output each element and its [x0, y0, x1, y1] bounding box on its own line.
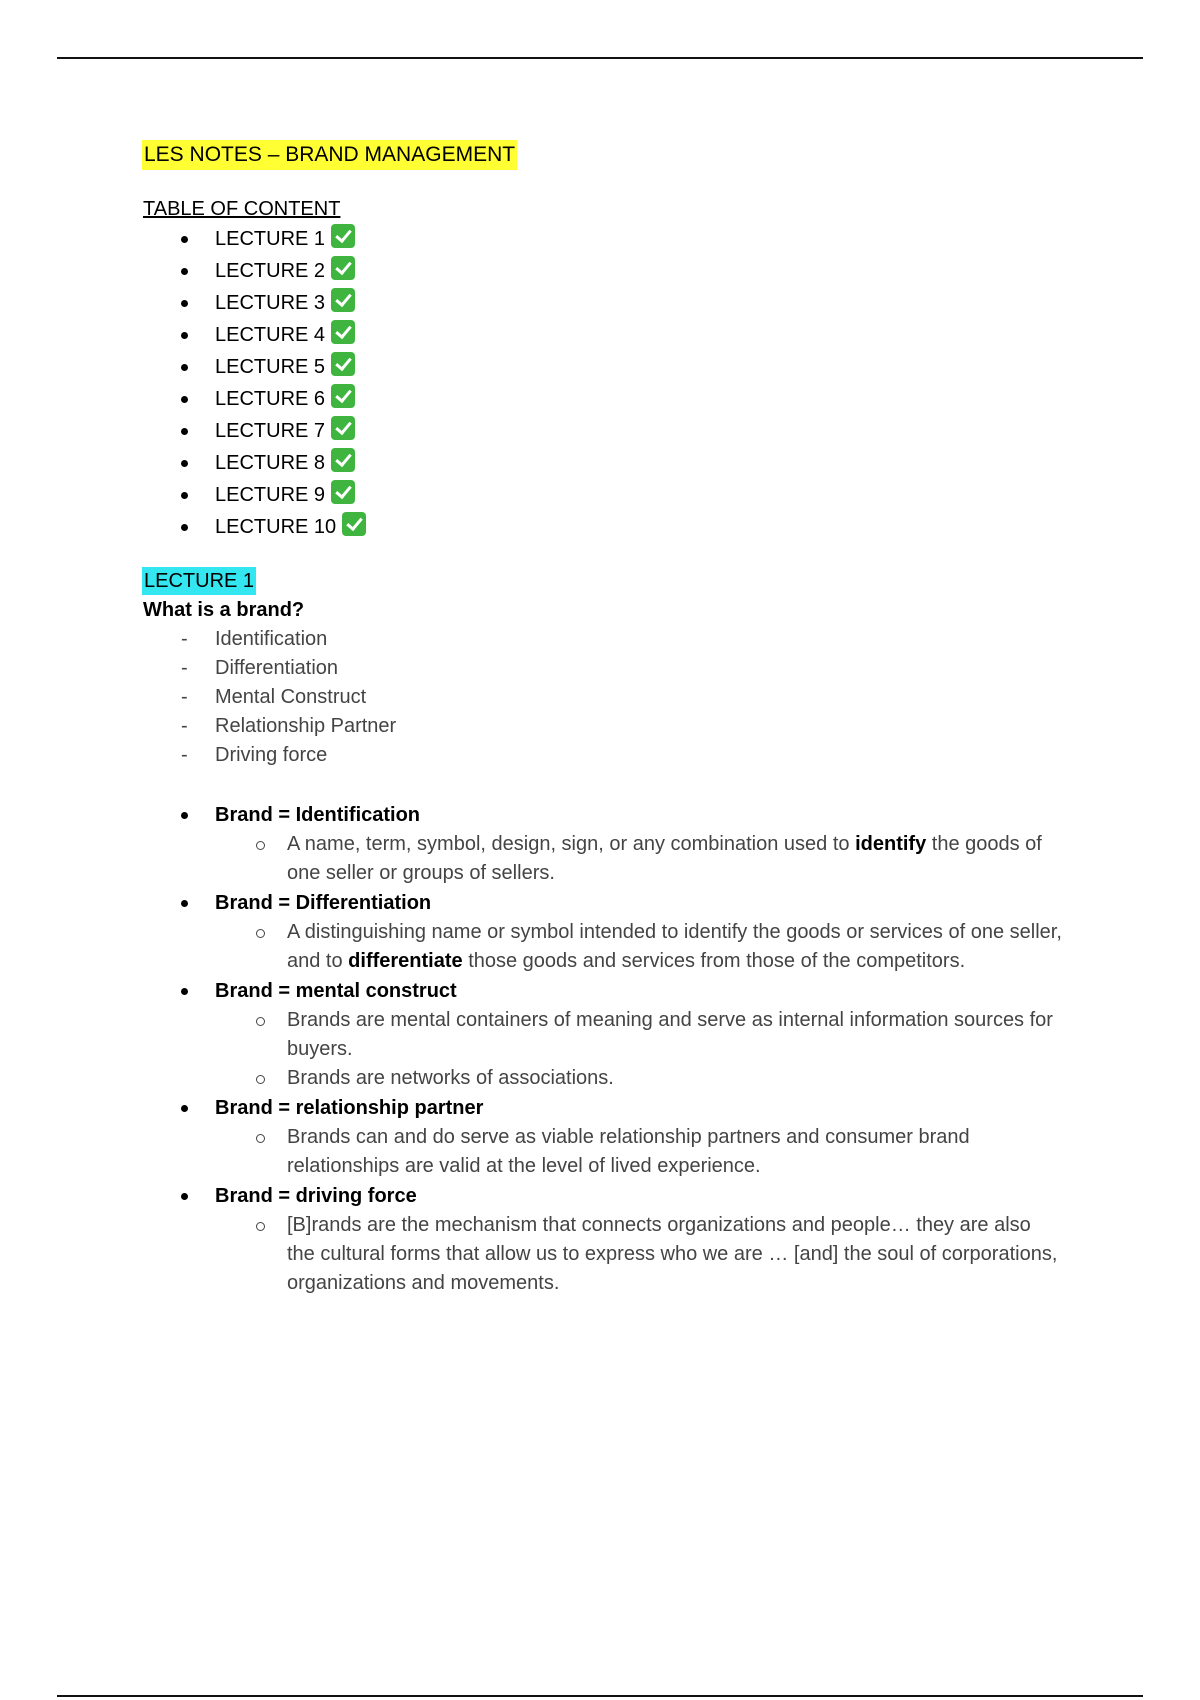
- dash-item: - Mental Construct: [143, 683, 1063, 712]
- toc-item: [143, 255, 1063, 287]
- dash-list: [143, 625, 1063, 770]
- point-text: A name, term, symbol, design, sign, or any combination used to: [287, 833, 856, 855]
- toc-item: [143, 287, 1063, 319]
- toc-item-label: LECTURE 2: [215, 260, 326, 282]
- toc-item-label: LECTURE 4: [215, 324, 326, 346]
- section-question: What is a brand?: [143, 599, 305, 621]
- toc-item: [143, 415, 1063, 447]
- document-body: [143, 140, 1063, 1298]
- check-mark-icon: [331, 480, 355, 504]
- dash-item: - Relationship Partner: [143, 712, 1063, 741]
- check-mark-icon: [331, 384, 355, 408]
- bottom-rule: [57, 1695, 1143, 1697]
- dash-item: - Differentiation: [143, 654, 1063, 683]
- toc-item-label: LECTURE 6: [215, 388, 326, 410]
- lecture-heading: LECTURE 1: [142, 567, 256, 595]
- brand-point: [143, 830, 1063, 888]
- brand-title: Brand = relationship partner: [215, 1097, 484, 1119]
- brand-definitions: [143, 800, 1063, 1298]
- brand-point: [143, 1123, 1063, 1181]
- toc-item: [143, 223, 1063, 255]
- check-mark-icon: [331, 416, 355, 440]
- brand-title: Brand = driving force: [215, 1185, 417, 1207]
- toc-item-label: LECTURE 5: [215, 356, 326, 378]
- brand-item: [143, 976, 1063, 1093]
- brand-points: [215, 1006, 1063, 1093]
- document-title: LES NOTES – BRAND MANAGEMENT: [142, 140, 517, 170]
- brand-point: [143, 918, 1063, 976]
- toc-item: [143, 447, 1063, 479]
- brand-points: [215, 830, 1063, 888]
- check-mark-icon: [342, 512, 366, 536]
- point-text: those goods and services from those of the competitors.: [462, 950, 966, 972]
- toc-heading: TABLE OF CONTENT: [143, 198, 341, 220]
- dash-item: - Driving force: [143, 741, 1063, 770]
- toc-item: [143, 319, 1063, 351]
- point-text: Brands are mental containers of meaning and serve as internal information sources for buyers.: [287, 1009, 1053, 1060]
- dash-item: - Identification: [143, 625, 1063, 654]
- brand-item: [143, 1093, 1063, 1181]
- keyword: differentiate: [348, 950, 463, 972]
- toc-item: [143, 351, 1063, 383]
- toc-item: [143, 383, 1063, 415]
- point-text: Brands are networks of associations.: [287, 1067, 614, 1089]
- toc-item-label: LECTURE 7: [215, 420, 326, 442]
- toc-item-label: LECTURE 1: [215, 228, 326, 250]
- brand-title: Brand = Differentiation: [215, 892, 432, 914]
- toc-item-label: LECTURE 10: [215, 516, 337, 538]
- point-text: the goods of one seller or groups of sellers.: [287, 833, 1042, 884]
- brand-point: [143, 1006, 1063, 1064]
- brand-item: [143, 1181, 1063, 1298]
- check-mark-icon: [331, 224, 355, 248]
- check-mark-icon: [331, 288, 355, 312]
- toc-item-label: LECTURE 9: [215, 484, 326, 506]
- brand-points: [215, 918, 1063, 976]
- toc-item-label: LECTURE 3: [215, 292, 326, 314]
- top-rule: [57, 57, 1143, 59]
- point-text: Brands can and do serve as viable relationship partners and consumer brand relationships are valid at the level of lived experience.: [287, 1126, 970, 1177]
- check-mark-icon: [331, 256, 355, 280]
- brand-item: [143, 888, 1063, 976]
- brand-title: Brand = mental construct: [215, 980, 457, 1002]
- brand-point: [143, 1211, 1063, 1298]
- brand-point: [143, 1064, 1063, 1093]
- brand-points: [215, 1123, 1063, 1181]
- keyword: identify: [855, 833, 927, 855]
- check-mark-icon: [331, 352, 355, 376]
- toc-item: [143, 511, 1063, 543]
- check-mark-icon: [331, 448, 355, 472]
- check-mark-icon: [331, 320, 355, 344]
- brand-points: [215, 1211, 1063, 1298]
- toc-item: [143, 479, 1063, 511]
- point-text: [B]rands are the mechanism that connects organizations and people… they are also the cultural forms that allow us to express who we are … [and] the soul of corporations, organizations and movements.: [287, 1214, 1058, 1294]
- brand-item: [143, 800, 1063, 888]
- toc-item-label: LECTURE 8: [215, 452, 326, 474]
- point-text: A distinguishing name or symbol intended to identify the goods or services of one seller, and to: [287, 921, 1062, 972]
- brand-title: Brand = Identification: [215, 804, 421, 826]
- toc-list: [143, 223, 1063, 543]
